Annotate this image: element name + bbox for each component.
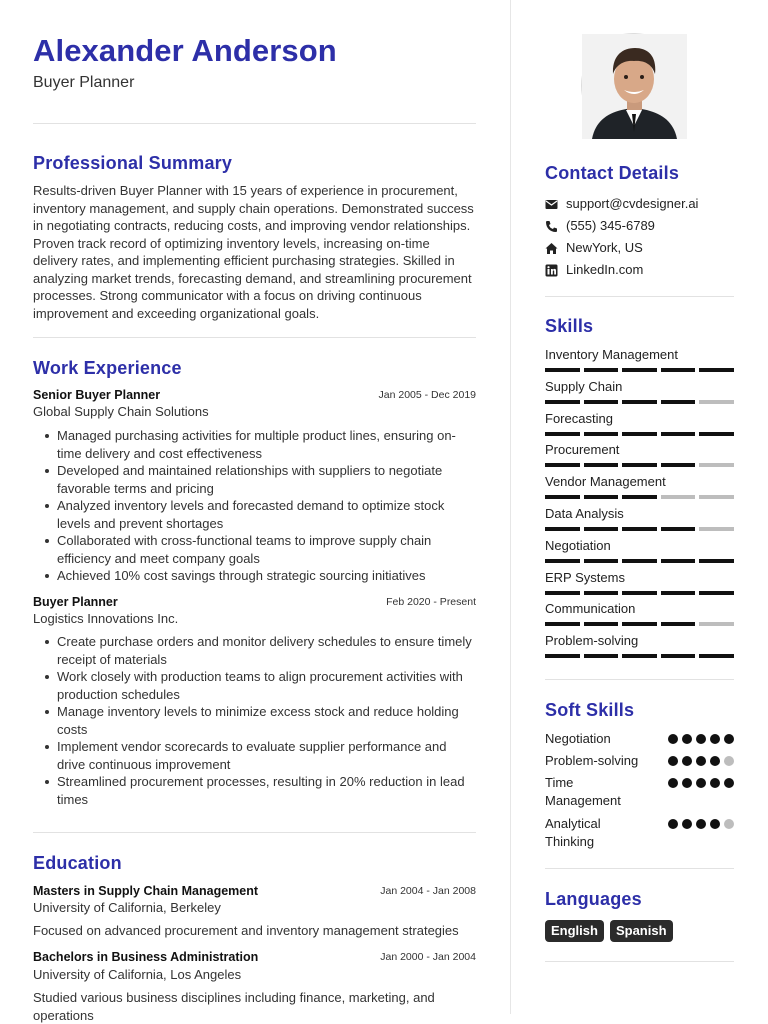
- rating-dot: [696, 734, 706, 744]
- experience-heading: Work Experience: [33, 358, 182, 378]
- rating-dot: [710, 778, 720, 788]
- languages-heading: Languages: [545, 889, 642, 909]
- rating-dot: [724, 734, 734, 744]
- skill-level-segment: [545, 368, 580, 372]
- degree-description: Studied various business disciplines including finance, marketing, and operations: [33, 990, 435, 1023]
- skill-level-segment: [584, 400, 619, 404]
- rating-dot: [710, 734, 720, 744]
- soft-skills-divider: [545, 868, 734, 869]
- contact-phone: [545, 218, 734, 236]
- skill-level-segment: [622, 654, 657, 658]
- skill-level-segment: [661, 591, 696, 595]
- rating-dot: [710, 819, 720, 829]
- skill-level-segment: [545, 654, 580, 658]
- skill-name: Negotiation: [545, 537, 611, 553]
- skill-name: Inventory Management: [545, 347, 678, 362]
- rating-dot: [682, 778, 692, 788]
- experience-divider: [33, 832, 476, 833]
- soft-skill-rating: [668, 819, 734, 829]
- column-divider: [510, 0, 511, 1014]
- skill-level-bar: [545, 622, 734, 626]
- skill-level-segment: [661, 400, 696, 404]
- soft-skills-heading: Soft Skills: [545, 700, 635, 720]
- skill-level-bar: [545, 495, 734, 499]
- list-item: Analyzed inventory levels and forecasted demand to optimize stock levels and prevent shortages: [33, 497, 476, 532]
- phone-icon: [545, 220, 558, 233]
- rating-dot: [724, 756, 734, 766]
- skill-level-segment: [661, 527, 696, 531]
- skill-level-segment: [545, 400, 580, 404]
- skill-level-segment: [699, 368, 734, 372]
- list-item: Create purchase orders and monitor delivery schedules to ensure timely receipt of materials: [33, 633, 476, 668]
- school-name: University of California, Berkeley: [33, 900, 221, 915]
- skill-level-segment: [622, 495, 657, 499]
- skill-level-segment: [545, 495, 580, 499]
- profile-photo: [581, 33, 686, 138]
- skill-level-segment: [584, 654, 619, 658]
- skill-level-segment: [622, 591, 657, 595]
- rating-dot: [696, 756, 706, 766]
- skill-level-segment: [584, 432, 619, 436]
- rating-dot: [696, 819, 706, 829]
- skill-level-segment: [699, 400, 734, 404]
- skill-level-segment: [545, 591, 580, 595]
- soft-skill-rating: [668, 756, 734, 766]
- list-item: Streamlined procurement processes, resulting in 20% reduction in lead times: [33, 773, 476, 808]
- skill-level-segment: [699, 463, 734, 467]
- skill-level-segment: [622, 368, 657, 372]
- candidate-name: Alexander Anderson: [33, 33, 337, 68]
- skills-divider: [545, 679, 734, 680]
- skill-level-segment: [545, 432, 580, 436]
- job-dates: Jan 2005 - Dec 2019: [378, 389, 476, 401]
- skill-level-segment: [699, 559, 734, 563]
- skills-heading: Skills: [545, 316, 594, 336]
- education-heading: Education: [33, 853, 122, 873]
- degree-dates: Jan 2004 - Jan 2008: [380, 885, 476, 897]
- skill-level-segment: [584, 622, 619, 626]
- rating-dot: [682, 819, 692, 829]
- skill-level-segment: [622, 400, 657, 404]
- rating-dot: [668, 734, 678, 744]
- rating-dot: [696, 778, 706, 788]
- education-header: [33, 950, 476, 966]
- degree-description: Focused on advanced procurement and inventory management strategies: [33, 923, 459, 938]
- skill-level-segment: [661, 463, 696, 467]
- job-company: Global Supply Chain Solutions: [33, 404, 209, 419]
- header-divider: [33, 123, 476, 124]
- contact-heading: Contact Details: [545, 163, 680, 183]
- list-item: Developed and maintained relationships with suppliers to negotiate favorable terms and pricing: [33, 462, 476, 497]
- skill-level-bar: [545, 527, 734, 531]
- linkedin-text[interactable]: LinkedIn.com: [566, 262, 644, 277]
- languages-divider: [545, 961, 734, 962]
- degree-dates: Jan 2000 - Jan 2004: [380, 951, 476, 963]
- skill-level-segment: [622, 622, 657, 626]
- contact-location: [545, 240, 734, 258]
- rating-dot: [724, 819, 734, 829]
- job-bullets: [33, 633, 476, 808]
- job-role: Senior Buyer Planner: [33, 388, 161, 402]
- skill-name: Supply Chain: [545, 378, 623, 394]
- language-badge: English: [545, 920, 604, 942]
- skill-level-segment: [622, 559, 657, 563]
- skill-name: Forecasting: [545, 410, 613, 426]
- job-company: Logistics Innovations Inc.: [33, 611, 179, 626]
- rating-dot: [668, 778, 678, 788]
- skill-level-segment: [699, 495, 734, 499]
- skill-level-segment: [661, 432, 696, 436]
- soft-skill-name: Problem-solving: [545, 753, 639, 768]
- candidate-title: Buyer Planner: [33, 74, 135, 91]
- rating-dot: [724, 778, 734, 788]
- language-badge: Spanish: [610, 920, 673, 942]
- soft-skill-rating: [668, 778, 734, 788]
- degree-name: Masters in Supply Chain Management: [33, 884, 259, 898]
- skill-level-segment: [661, 654, 696, 658]
- skill-level-segment: [622, 432, 657, 436]
- skill-level-segment: [661, 368, 696, 372]
- skill-level-segment: [584, 591, 619, 595]
- skill-name: Vendor Management: [545, 474, 666, 490]
- skill-level-bar: [545, 463, 734, 467]
- soft-skill-name: Negotiation: [545, 731, 611, 746]
- summary-text: Results-driven Buyer Planner with 15 years of experience in procurement, inventory management, and supply chain operations. Demonstrated success in negotiating contracts, reducing costs, and improving vendor relationships. Proven track record of optimizing inventory levels, increasing on-time delivery rates, and implementing efficient purchasing strategies. Skilled in analyzing market trends, forecasting demand, and streamlining procurement processes. Strong communicator with a focus on driving continuous improvement and exceeding organizational goals.: [33, 183, 474, 321]
- rating-dot: [668, 819, 678, 829]
- job-bullets: [33, 427, 476, 585]
- skill-level-segment: [699, 527, 734, 531]
- skill-level-bar: [545, 368, 734, 372]
- list-item: Manage inventory levels to minimize excess stock and reduce holding costs: [33, 703, 476, 738]
- list-item: Implement vendor scorecards to evaluate supplier performance and drive continuous improvement: [33, 738, 476, 773]
- skill-level-segment: [699, 622, 734, 626]
- rating-dot: [668, 756, 678, 766]
- skill-level-segment: [661, 622, 696, 626]
- linkedin-icon: [545, 264, 558, 277]
- list-item: Work closely with production teams to align procurement activities with production schedules: [33, 668, 476, 703]
- languages-list: [545, 920, 673, 942]
- degree-name: Bachelors in Business Administration: [33, 950, 259, 964]
- skill-name: ERP Systems: [545, 569, 625, 585]
- list-item: Collaborated with cross-functional teams to improve supply chain efficiency and meet company goals: [33, 532, 476, 567]
- contact-divider: [545, 296, 734, 297]
- summary-divider: [33, 337, 476, 338]
- job-header: [33, 388, 476, 404]
- skill-level-segment: [661, 495, 696, 499]
- envelope-icon: [545, 198, 558, 211]
- contact-email: [545, 196, 734, 214]
- skill-level-segment: [584, 495, 619, 499]
- location-text: NewYork, US: [566, 240, 643, 255]
- job-dates: Feb 2020 - Present: [386, 596, 476, 608]
- contact-linkedin: [545, 262, 734, 280]
- skill-level-segment: [622, 463, 657, 467]
- skill-level-bar: [545, 591, 734, 595]
- rating-dot: [710, 756, 720, 766]
- job-role: Buyer Planner: [33, 595, 118, 609]
- skill-level-segment: [584, 527, 619, 531]
- skill-level-segment: [545, 463, 580, 467]
- skill-name: Problem-solving: [545, 633, 639, 649]
- soft-skill-name: Analytical Thinking: [545, 816, 601, 849]
- skill-level-segment: [661, 559, 696, 563]
- skill-level-segment: [622, 527, 657, 531]
- skill-level-bar: [545, 654, 734, 658]
- skill-level-segment: [584, 463, 619, 467]
- skill-level-bar: [545, 559, 734, 563]
- soft-skill-name: Time Management: [545, 775, 621, 808]
- skill-level-segment: [699, 591, 734, 595]
- list-item: Achieved 10% cost savings through strategic sourcing initiatives: [33, 567, 476, 585]
- skill-level-segment: [545, 559, 580, 563]
- skill-level-segment: [545, 527, 580, 531]
- rating-dot: [682, 734, 692, 744]
- school-name: University of California, Los Angeles: [33, 967, 242, 982]
- skill-name: Communication: [545, 601, 636, 617]
- skill-level-segment: [699, 432, 734, 436]
- soft-skill-rating: [668, 734, 734, 744]
- skill-level-segment: [699, 654, 734, 658]
- skill-name: Data Analysis: [545, 506, 624, 521]
- email-text[interactable]: support@cvdesigner.ai: [566, 196, 699, 211]
- skill-level-segment: [584, 559, 619, 563]
- list-item: Managed purchasing activities for multiple product lines, ensuring on-time delivery and cost effectiveness: [33, 427, 476, 462]
- skill-level-bar: [545, 432, 734, 436]
- education-header: [33, 884, 476, 900]
- skill-name: Procurement: [545, 442, 620, 458]
- rating-dot: [682, 756, 692, 766]
- phone-text[interactable]: (555) 345-6789: [566, 218, 655, 233]
- home-icon: [545, 242, 558, 255]
- skill-level-bar: [545, 400, 734, 404]
- skill-level-segment: [584, 368, 619, 372]
- skill-level-segment: [545, 622, 580, 626]
- summary-heading: Professional Summary: [33, 153, 233, 173]
- job-header: [33, 595, 476, 611]
